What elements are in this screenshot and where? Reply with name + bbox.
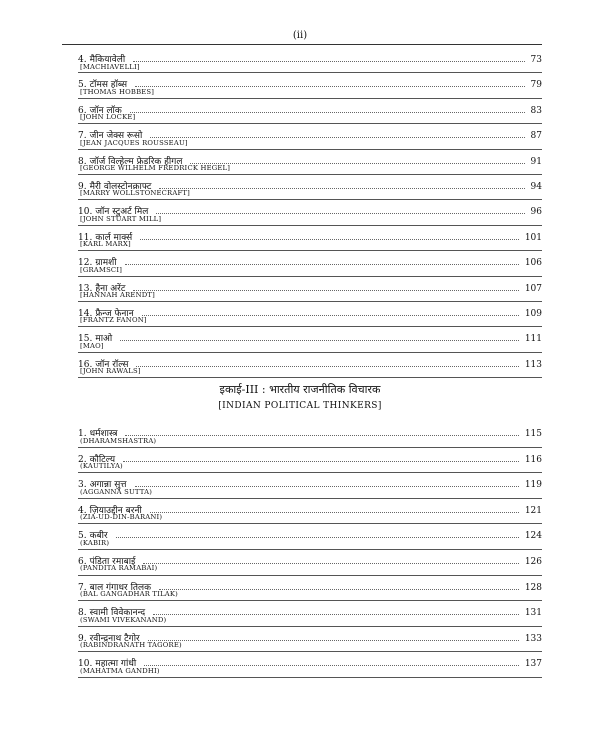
entry-page-number: 113 — [524, 359, 542, 370]
entry-page-number: 133 — [524, 633, 542, 644]
entry-page-number: 131 — [524, 608, 542, 619]
toc-entry[interactable] — [78, 99, 542, 124]
entry-english-title: [HANNAH ARENDT] — [80, 291, 155, 300]
entry-hindi-title: जॉर्ज विल्हेल्म फ्रेडरिक हीगल — [89, 156, 183, 167]
dot-leader — [135, 85, 524, 87]
entry-hindi-title: जॉन लॉक — [89, 105, 122, 116]
toc-entry-line — [78, 357, 542, 369]
entry-english-title: [JOHN LOCKE] — [80, 113, 136, 122]
dot-leader — [125, 263, 519, 265]
toc-entry[interactable] — [78, 550, 542, 576]
entry-english-title: [JOHN RAWALS] — [80, 367, 141, 376]
toc-entry[interactable] — [78, 73, 542, 98]
entry-english-title: [MACHIAVELLI] — [80, 62, 140, 71]
entry-number: 12. — [78, 258, 93, 269]
toc-entry[interactable] — [78, 627, 542, 653]
entry-hindi-title: ग्रामशी — [95, 258, 117, 269]
unit-subtitle: [INDIAN POLITICAL THINKERS] — [218, 401, 382, 411]
toc-entry-line — [78, 528, 542, 540]
entry-english-title: (ZIA-UD-DIN-BARANI) — [80, 513, 163, 522]
entry-english-title: (RABINDRANATH TAGORE) — [80, 641, 182, 650]
entry-english-title: (DHARAMSHASTRA) — [80, 436, 157, 445]
toc-entry[interactable] — [78, 277, 542, 302]
entry-number: 4. — [78, 505, 87, 516]
dot-leader — [130, 111, 525, 113]
entry-number: 9. — [78, 181, 87, 192]
entry-hindi-title: धर्मशास्त्र — [89, 429, 118, 439]
toc-section-indian-thinkers — [78, 422, 542, 678]
toc-entry[interactable] — [78, 576, 542, 602]
entry-number: 10. — [78, 659, 93, 670]
entry-page-number: 79 — [530, 80, 542, 91]
toc-entry[interactable] — [78, 175, 542, 200]
entry-hindi-title: स्वामी विवेकानन्द — [89, 608, 146, 619]
top-rule — [62, 44, 542, 45]
entry-number: 8. — [78, 156, 87, 167]
entry-number: 2. — [78, 454, 87, 465]
dot-leader — [150, 511, 519, 513]
toc-entry[interactable] — [78, 48, 542, 73]
dot-leader — [123, 460, 519, 462]
toc-entry[interactable] — [78, 251, 542, 276]
toc-entry[interactable] — [78, 473, 542, 499]
entry-page-number: 94 — [530, 181, 542, 192]
entry-english-title: [MARRY WOLLSTONECRAFT] — [80, 189, 190, 198]
entry-hindi-title: माओ — [95, 334, 113, 345]
entry-number: 14. — [78, 308, 93, 319]
toc-entry[interactable] — [78, 353, 542, 378]
entry-number: 9. — [78, 633, 87, 644]
toc-entry[interactable] — [78, 200, 542, 225]
entry-page-number: 83 — [530, 105, 542, 116]
unit-title: इकाई-III : भारतीय राजनीतिक विचारक — [219, 383, 381, 396]
entry-english-title: (KAUTILYA) — [80, 462, 123, 471]
toc-entry[interactable] — [78, 226, 542, 251]
dot-leader — [148, 639, 519, 641]
entry-number: 4. — [78, 55, 87, 65]
entry-hindi-title: जॉन स्टुअर्ट मिल — [95, 207, 149, 218]
toc-entry[interactable] — [78, 302, 542, 327]
toc-section-western-thinkers — [78, 48, 542, 378]
entry-number: 15. — [78, 334, 93, 345]
entry-hindi-title: मैरी वोलस्टोनक्राफ्ट — [89, 181, 152, 192]
entry-page-number: 119 — [524, 480, 542, 491]
entry-page-number: 107 — [524, 283, 542, 294]
dot-leader — [125, 434, 518, 436]
toc-entry[interactable] — [78, 652, 542, 678]
entry-page-number: 109 — [524, 308, 542, 319]
toc-entry[interactable] — [78, 499, 542, 525]
entry-english-title: [GEORGE WILHELM FREDRICK HEGEL] — [80, 164, 231, 173]
entry-page-number: 124 — [524, 531, 542, 542]
entry-page-number: 137 — [524, 659, 542, 670]
entry-number: 13. — [78, 283, 93, 294]
entry-hindi-title: अगान्ना सुत्त — [89, 480, 127, 491]
toc-entry[interactable] — [78, 327, 542, 352]
entry-number: 16. — [78, 359, 93, 370]
toc-entry[interactable] — [78, 524, 542, 550]
dot-leader — [159, 187, 524, 189]
entry-page-number: 128 — [524, 582, 542, 593]
entry-number: 5. — [78, 80, 87, 91]
entry-english-title: [FRANTZ FANON] — [80, 316, 147, 325]
toc-entry-line — [78, 452, 542, 464]
entry-english-title: (MAHATMA GANDHI) — [80, 666, 160, 675]
entry-hindi-title: मैकियावेली — [89, 55, 126, 65]
entry-hindi-title: महात्मा गांधी — [95, 659, 137, 670]
entry-page-number: 91 — [530, 156, 542, 167]
entry-page-number: 106 — [524, 258, 542, 269]
dot-leader — [142, 314, 519, 316]
entry-english-title: [GRAMSCI] — [80, 265, 123, 274]
entry-english-title: (PANDITA RAMABAI) — [80, 564, 158, 573]
entry-page-number: 87 — [530, 131, 542, 142]
entry-page-number: 115 — [524, 429, 542, 439]
dot-leader — [116, 536, 519, 538]
entry-english-title: [JEAN JACQUES ROUSSEAU] — [80, 138, 188, 147]
entry-hindi-title: टॉमस हॉब्स — [89, 80, 128, 91]
entry-hindi-title: जीन जेक्स रूसो — [89, 131, 143, 142]
toc-entry[interactable] — [78, 448, 542, 474]
entry-hindi-title: हैना अरेंट — [95, 283, 126, 294]
entry-page-number: 126 — [524, 556, 542, 567]
toc-entry-line — [78, 255, 542, 267]
dot-leader — [159, 588, 519, 590]
entry-hindi-title: ज़ियाउद्दीन बरनी — [89, 505, 142, 516]
entry-english-title: (KABIR) — [80, 538, 110, 547]
toc-entry-line — [78, 52, 542, 64]
dot-leader — [153, 613, 519, 615]
entry-hindi-title: फ्रैन्ज फेनान — [95, 308, 134, 319]
entry-number: 8. — [78, 608, 87, 619]
entry-page-number: 116 — [524, 454, 542, 465]
entry-page-number: 101 — [524, 232, 542, 243]
entry-number: 5. — [78, 531, 87, 542]
entry-english-title: [JOHN STUART MILL] — [80, 214, 162, 223]
entry-number: 6. — [78, 556, 87, 567]
entry-hindi-title: कबीर — [89, 531, 108, 542]
toc-entry[interactable] — [78, 124, 542, 149]
entry-number: 1. — [78, 429, 87, 439]
entry-number: 7. — [78, 582, 87, 593]
entry-hindi-title: कार्ल मार्क्स — [95, 232, 133, 243]
entry-english-title: [KARL MARX] — [80, 240, 131, 249]
entry-number: 10. — [78, 207, 93, 218]
dot-leader — [136, 365, 518, 367]
entry-english-title: [THOMAS HOBBES] — [80, 87, 155, 96]
dot-leader — [150, 136, 524, 138]
toc-entry[interactable] — [78, 150, 542, 175]
page-number: (ii) — [292, 30, 308, 41]
dot-leader — [135, 485, 519, 487]
entry-hindi-title: जॉन रॉल्स — [95, 359, 129, 370]
entry-hindi-title: पंडिता रमाबाई — [89, 556, 136, 567]
dot-leader — [133, 289, 518, 291]
entry-hindi-title: रवीन्द्रनाथ टैगोर — [89, 633, 140, 644]
entry-number: 6. — [78, 105, 87, 116]
dot-leader — [144, 664, 519, 666]
toc-entry[interactable] — [78, 422, 542, 448]
dot-leader — [133, 60, 524, 62]
toc-entry-line — [78, 103, 542, 115]
entry-page-number: 73 — [530, 55, 542, 65]
dot-leader — [120, 339, 519, 341]
entry-english-title: (SWAMI VIVEKANAND) — [80, 615, 167, 624]
entry-hindi-title: कौटिल्य — [89, 454, 116, 465]
entry-number: 3. — [78, 480, 87, 491]
entry-number: 7. — [78, 131, 87, 142]
dot-leader — [143, 562, 518, 564]
entry-page-number: 121 — [524, 505, 542, 516]
toc-entry-line — [78, 230, 542, 242]
entry-hindi-title: बाल गंगाधर तिलक — [89, 582, 152, 593]
entry-english-title: (AGGANNA SUTTA) — [80, 487, 153, 496]
dot-leader — [140, 238, 519, 240]
toc-entry[interactable] — [78, 601, 542, 627]
entry-english-title: (BAL GANGADHAR TILAK) — [80, 590, 178, 599]
toc-entry-line — [78, 331, 542, 343]
toc-entry-line — [78, 306, 542, 318]
entry-page-number: 111 — [524, 334, 542, 345]
dot-leader — [156, 212, 524, 214]
entry-number: 11. — [78, 232, 93, 243]
entry-english-title: [MAO] — [80, 341, 104, 350]
dot-leader — [190, 162, 524, 164]
entry-page-number: 96 — [530, 207, 542, 218]
